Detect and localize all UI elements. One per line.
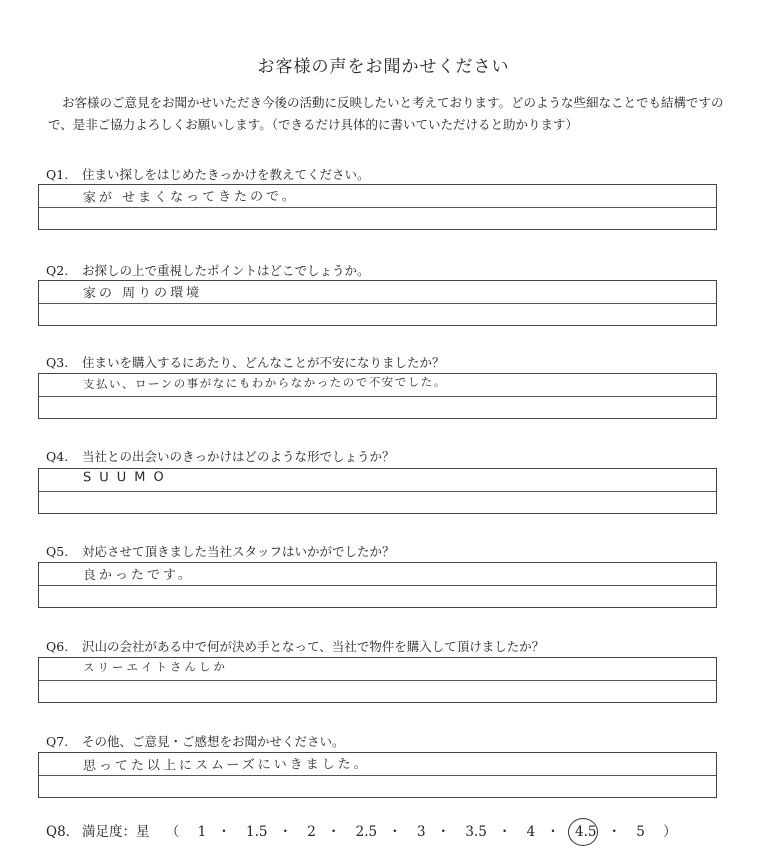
rating-option-4[interactable]: 4 bbox=[526, 824, 536, 840]
question-number: Q2. bbox=[46, 263, 69, 278]
answer-line bbox=[39, 303, 716, 304]
question-text: 沢山の会社がある中で何が決め手となって、当社で物件を購入して頂けましたか？ bbox=[82, 639, 545, 654]
answer-box-5 bbox=[38, 562, 717, 608]
question-number: Q6. bbox=[46, 639, 69, 654]
question-2 bbox=[46, 261, 370, 279]
answer-box-3 bbox=[38, 373, 717, 419]
separator: ・ bbox=[607, 824, 621, 840]
question-5 bbox=[46, 542, 395, 560]
separator: ・ bbox=[278, 824, 292, 840]
answer-line bbox=[39, 585, 716, 586]
question-text: 当社との出会いのきっかけはどのような形でしょうか？ bbox=[82, 449, 395, 464]
handwritten-answer: 家の 周りの環境 bbox=[82, 285, 203, 302]
handwritten-answer: 思ってた以上にスムーズにいきました。 bbox=[82, 756, 370, 775]
handwritten-answer: スリーエイトさんしか bbox=[82, 659, 229, 675]
separator: ・ bbox=[388, 824, 402, 840]
separator: ・ bbox=[546, 824, 560, 840]
separator: ・ bbox=[436, 824, 451, 840]
answer-box-1 bbox=[38, 184, 717, 230]
rating-option-4-5[interactable]: 4.5 bbox=[575, 824, 597, 840]
question-text: 住まいを購入するにあたり、どんなことが不安になりましたか？ bbox=[82, 355, 445, 370]
answer-box-2 bbox=[38, 280, 717, 326]
rating-option-2[interactable]: 2 bbox=[307, 824, 316, 840]
handwritten-answer: 支払い、ローンの事がなにもわからなかったので不安でした。 bbox=[82, 374, 447, 392]
rating-option-5[interactable]: 5 bbox=[636, 824, 645, 840]
separator: ・ bbox=[326, 824, 341, 840]
rating-option-1[interactable]: 1 bbox=[197, 824, 207, 840]
separator: ・ bbox=[217, 824, 231, 840]
answer-line bbox=[39, 207, 716, 208]
question-number: Q4. bbox=[46, 449, 69, 464]
open-paren: （ bbox=[165, 824, 180, 840]
question-text: 住まい探しをはじめたきっかけを教えてください。 bbox=[82, 167, 370, 182]
question-7 bbox=[46, 732, 345, 750]
answer-line bbox=[39, 396, 716, 397]
rating-option-3[interactable]: 3 bbox=[416, 824, 426, 840]
rating-option-3-5[interactable]: 3.5 bbox=[465, 824, 487, 840]
question-8-satisfaction bbox=[46, 820, 685, 840]
close-paren: ） bbox=[663, 824, 677, 840]
question-number: Q7. bbox=[46, 734, 69, 749]
question-number: Q8. bbox=[46, 824, 70, 840]
separator: ・ bbox=[497, 824, 512, 840]
question-6 bbox=[46, 637, 544, 655]
handwritten-answer: 良かったです。 bbox=[82, 567, 195, 584]
question-4 bbox=[46, 447, 395, 465]
answer-line bbox=[39, 491, 716, 492]
rating-option-2-5[interactable]: 2.5 bbox=[355, 824, 378, 840]
question-text: その他、ご意見・ご感想をお聞かせください。 bbox=[82, 734, 345, 749]
question-number: Q5. bbox=[46, 544, 69, 559]
answer-line bbox=[39, 680, 716, 681]
intro-text: お客様のご意見をお聞かせいただき今後の活動に反映したいと考えております。どのような些細なことでも結構ですので、是非ご協力よろしくお願いします。（できるだけ具体的に書いていただけると助かります） bbox=[48, 95, 724, 132]
question-1 bbox=[46, 165, 370, 183]
rating-scale bbox=[158, 820, 685, 840]
question-number: Q1. bbox=[46, 167, 69, 182]
handwritten-answer: 家が せまくなってきたので。 bbox=[82, 189, 298, 206]
handwritten-answer: SUUMO bbox=[82, 469, 172, 486]
answer-box-4 bbox=[38, 468, 717, 514]
question-text: お探しの上で重視したポイントはどこでしょうか。 bbox=[82, 263, 370, 278]
answer-box-6 bbox=[38, 657, 717, 703]
question-3 bbox=[46, 353, 445, 371]
satisfaction-label: 満足度：星 bbox=[82, 824, 150, 840]
question-number: Q3. bbox=[46, 355, 69, 370]
question-text: 対応させて頂きました当社スタッフはいかがでしたか？ bbox=[82, 544, 395, 559]
rating-option-1-5[interactable]: 1.5 bbox=[245, 824, 268, 840]
answer-box-7 bbox=[38, 752, 717, 798]
answer-line bbox=[39, 775, 716, 776]
survey-title: お客様の声をお聞かせください bbox=[257, 57, 510, 77]
